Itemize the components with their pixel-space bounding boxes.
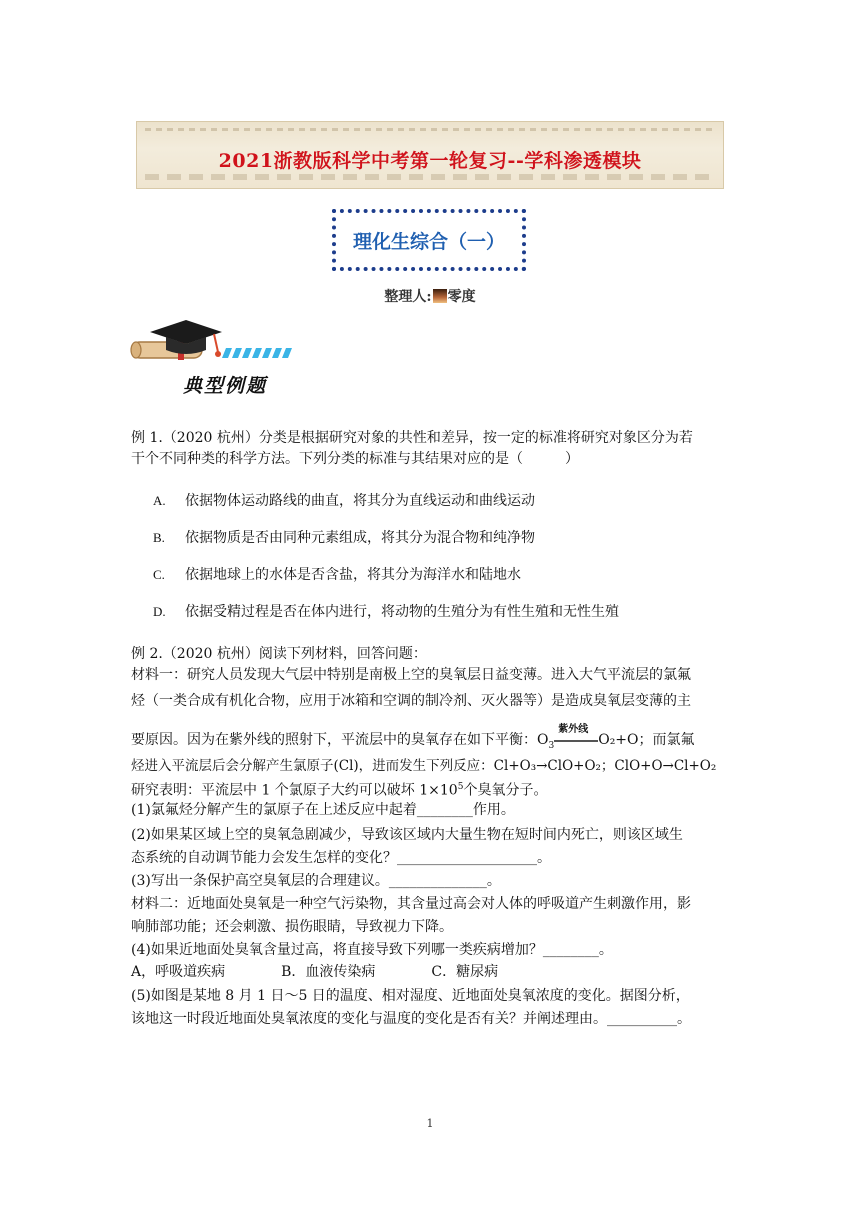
material1-line5-prefix: 研究表明：平流层中 1 个氯原子大约可以破坏 1×10 [131, 782, 458, 799]
page-title: 2021浙教版科学中考第一轮复习--学科渗透模块 [218, 150, 642, 172]
material1-line4: 烃进入平流层后会分解产生氯原子(Cl)，进而发生下列反应：Cl+O₃→ClO+O₂；ClO+O→Cl+O₂ [131, 758, 717, 774]
example2-stem: 例 2.（2020 杭州）阅读下列材料，回答问题： [131, 646, 427, 662]
example1-stem-line2: 干个不同种类的科学方法。下列分类的标准与其结果对应的是（ ） [131, 451, 579, 467]
page-number: 1 [426, 1117, 434, 1130]
question-4-options: A，呼吸道疾病 B．血液传染病 C．糖尿病 [131, 964, 499, 980]
question-4: (4)如果近地面处臭氧含量过高，将直接导致下列哪一类疾病增加？________。 [131, 942, 613, 958]
option-b [153, 528, 535, 548]
uv-label: 紫外线 [558, 724, 589, 735]
material1-line1: 材料一：研究人员发现大气层中特别是南极上空的臭氧层日益变薄。进入大气平流层的氯氟 [131, 667, 691, 683]
material1-line2: 烃（一类合成有机化合物，应用于冰箱和空调的制冷剂、灭火器等）是造成臭氧层变薄的主 [131, 693, 691, 709]
option-a [153, 491, 535, 511]
material2-line2: 响肺部功能；还会刺激、损伤眼睛，导致视力下降。 [131, 919, 453, 935]
question-5-line1: (5)如图是某地 8 月 1 日～5 日的温度、相对湿度、近地面处臭氧浓度的变化。据图分析， [131, 988, 690, 1004]
option-letter: C. [153, 567, 165, 582]
sunset-icon [433, 289, 447, 303]
option-d [153, 602, 619, 622]
material1-line3-suffix: O₂+O；而氯氟 [598, 732, 695, 748]
organizer-name: 零度 [447, 289, 476, 305]
question-2-line1: (2)如果某区域上空的臭氧急剧减少，导致该区域内大量生物在短时间内死亡，则该区域生 [131, 827, 683, 843]
option-text: 依据物体运动路线的曲直，将其分为直线运动和曲线运动 [185, 493, 535, 509]
organizer-prefix: 整理人: [384, 289, 432, 305]
option-letter: B. [153, 530, 165, 545]
title-banner [136, 121, 724, 189]
option-c [153, 565, 521, 585]
question-2-line2: 态系统的自动调节能力会发生怎样的变化？____________________。 [131, 850, 551, 866]
subtitle: 理化生综合（一） [352, 230, 505, 253]
material2-line1: 材料二：近地面处臭氧是一种空气污染物，其含量过高会对人体的呼吸道产生刺激作用，影 [131, 896, 691, 912]
question-1: (1)氯氟烃分解产生的氯原子在上述反应中起着________作用。 [131, 802, 515, 818]
material1-line5 [131, 777, 731, 801]
option-letter: A. [153, 493, 166, 508]
option-text: 依据地球上的水体是否含盐，将其分为海洋水和陆地水 [185, 567, 521, 583]
question-5-line2: 该地这一时段近地面处臭氧浓度的变化与温度的变化是否有关？并阐述理由。__________。 [131, 1011, 691, 1027]
option-text: 依据物质是否由同种元素组成，将其分为混合物和纯净物 [185, 530, 535, 546]
material1-line5-suffix: 个臭氧分子。 [463, 782, 548, 799]
exponent: 5 [457, 782, 464, 792]
option-letter: D. [153, 604, 166, 619]
organizer-line [0, 286, 860, 306]
example1-stem-line1: 例 1.（2020 杭州）分类是根据研究对象的共性和差异，按一定的标准将研究对象区分为若 [131, 430, 693, 446]
material1-line3-prefix: 要原因。因为在紫外线的照射下，平流层中的臭氧存在如下平衡：O [131, 732, 549, 748]
uv-arrow [554, 724, 598, 746]
material1-line3: 要原因。因为在紫外线的照射下，平流层中的臭氧存在如下平衡：$O_3$ 紫外线 O₂+O；而氯氟 [131, 730, 731, 756]
question-3: (3)写出一条保护高空臭氧层的合理建议。______________。 [131, 873, 501, 889]
option-text: 依据受精过程是否在体内进行，将动物的生殖分为有性生殖和无性生殖 [185, 604, 619, 620]
subtitle-box [332, 209, 526, 271]
section-label: 典型例题 [183, 375, 268, 397]
